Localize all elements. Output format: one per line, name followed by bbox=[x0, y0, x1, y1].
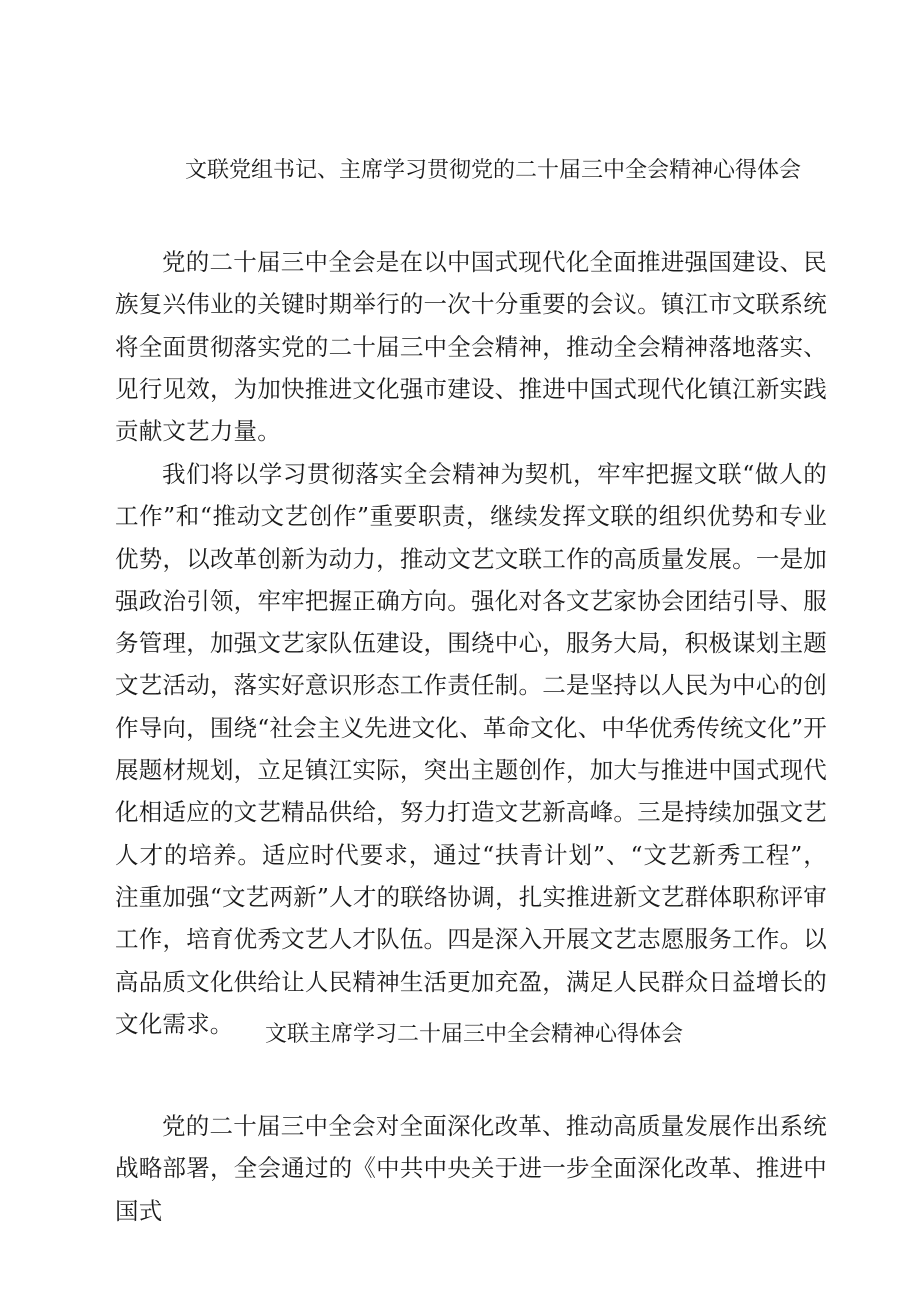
section-1-title: 文联党组书记、主席学习贯彻党的二十届三中全会精神心得体会 bbox=[184, 158, 801, 183]
section-2-title: 文联主席学习二十届三中全会精神心得体会 bbox=[264, 1022, 683, 1047]
section-1-paragraph-1: 党的二十届三中全会是在以中国式现代化全面推进强国建设、民族复兴伟业的关键时期举行的一次十分重要的会议。镇江市文联系统将全面贯彻落实党的二十届三中全会精神，推动全会精神落地落实、见行见效，为加快推进文化强市建设、推进中国式现代化镇江新实践贡献文艺力量。 bbox=[115, 248, 827, 446]
section-1-paragraph-2: 我们将以学习贯彻落实全会精神为契机，牢牢把握文联“做人的工作”和“推动文艺创作”重要职责，继续发挥文联的组织优势和专业优势，以改革创新为动力，推动文艺文联工作的高质量发展。一是加强政治引领，牢牢把握正确方向。强化对各文艺家协会团结引导、服务管理，加强文艺家队伍建设，围绕中心，服务大局，积极谋划主题文艺活动，落实好意识形态工作责任制。二是坚持以人民为中心的创作导向，围绕“社会主义先进文化、革命文化、中华优秀传统文化”开展题材规划，立足镇江实际，突出主题创作，加大与推进中国式现代化相适应的文艺精品供给，努力打造文艺新高峰。三是持续加强文艺人才的培养。适应时代要求，通过“扶青计划”、“文艺新秀工程”，注重加强“文艺两新”人才的联络协调，扎实推进新文艺群体职称评审工作，培育优秀文艺人才队伍。四是深入开展文艺志愿服务工作。以高品质文化供给让人民精神生活更加充盈，满足人民群众日益增长的文化需求。 bbox=[115, 460, 827, 1038]
section-2-paragraph-1: 党的二十届三中全会对全面深化改革、推动高质量发展作出系统战略部署，全会通过的《中共中央关于进一步全面深化改革、推进中国式 bbox=[115, 1112, 827, 1225]
